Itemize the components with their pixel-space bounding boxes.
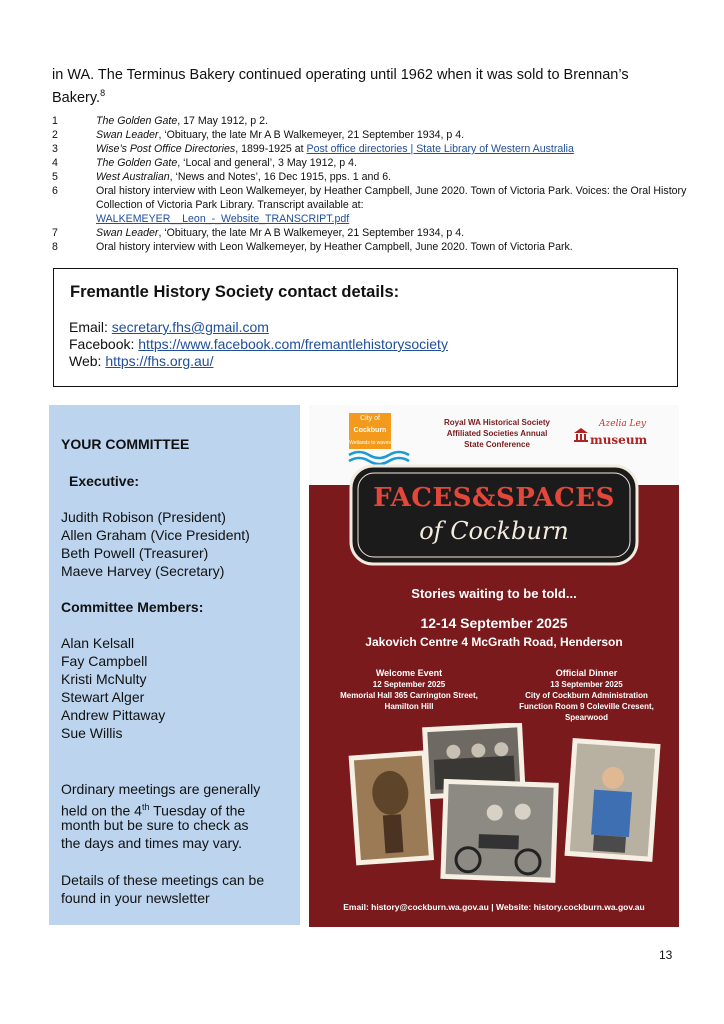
intro-text: in WA. The Terminus Bakery continued operating until 1962 when it was sold to Brennan’s Bakery. [52,67,629,106]
contact-title: Fremantle History Society contact details: [70,283,400,301]
society-line: Affiliated Societies Annual [446,429,548,438]
poster-title: FACES&SPACES [373,483,615,513]
footnote-source: Swan Leader [96,227,159,239]
footnote-number: 6 [52,185,58,197]
committee-member: Fay Campbell [61,653,148,669]
committee-member: Stewart Alger [61,689,145,705]
facebook-row [69,336,448,352]
welcome-line: 12 September 2025 [372,680,446,689]
committee-panel [49,405,300,925]
web-row [69,353,213,369]
intro-paragraph [52,66,682,107]
society-line: State Conference [464,440,530,449]
welcome-heading: Welcome Event [375,668,443,678]
executive-member: Beth Powell (Treasurer) [61,545,209,561]
society-line: Royal WA Historical Society [444,418,550,427]
slwa-directories-link[interactable]: Post office directories | State Library of Western Australia [306,143,574,155]
contact-box [53,268,678,387]
footnote-source: West Australian [96,171,170,183]
photo-man-portrait [565,738,661,862]
committee-heading: YOUR COMMITTEE [61,436,190,452]
footnote-source: The Golden Gate [96,115,178,127]
committee-member: Andrew Pittaway [61,707,166,723]
meetings-line: Ordinary meetings are generally [61,781,261,797]
footnote-number: 5 [52,171,58,183]
executive-member: Maeve Harvey (Secretary) [61,563,225,579]
dinner-line: 13 September 2025 [550,680,623,689]
footnote-text: , ‘Obituary, the late Mr A B Walkemeyer, 21 September 1934, p 4. [158,129,465,141]
executive-heading: Executive: [69,473,140,489]
transcript-link[interactable]: WALKEMEYER__Leon_-_Website_TRANSCRIPT.pdf [96,213,350,225]
footnote [52,114,692,128]
footnote [52,170,692,184]
title-frame [345,460,643,570]
email-link[interactable]: secretary.fhs@gmail.com [111,319,269,335]
meetings-line: the days and times may vary. [61,835,243,851]
facebook-label: Facebook: [69,336,139,352]
welcome-event-block [329,668,489,712]
email-row [69,319,269,335]
footnote-number: 4 [52,157,58,169]
poster-subtitle: of Cockburn [419,517,569,545]
poster-contact-footer: Email: history@cockburn.wa.gov.au | Website: history.cockburn.wa.gov.au [343,902,645,912]
footnote-number: 2 [52,129,58,141]
committee-member: Kristi McNulty [61,671,147,687]
dinner-line: City of Cockburn Administration [525,691,648,700]
website-link[interactable]: https://fhs.org.au/ [105,353,214,369]
email-label: Email: [69,319,112,335]
footnote-text: , 17 May 1912, p 2. [177,115,268,127]
welcome-line: Memorial Hall 365 Carrington Street, [340,691,478,700]
executive-member: Judith Robison (President) [61,509,226,525]
footnote-number: 1 [52,115,58,127]
logo-name-text: Cockburn [353,427,387,434]
society-title [427,417,567,450]
footnote-text: Oral history interview with Leon Walkemeyer, by Heather Campbell, June 2020. Town of Victoria Park. Voices: the Oral History Collection of Victoria Park Library. Transcript available at: [96,185,687,211]
details-line: found in your newsletter [61,890,210,906]
footnote-text: , ‘Local and general’, 3 May 1912, p 4. [177,157,357,169]
footnote-source: The Golden Gate [96,157,178,169]
official-dinner-block [504,668,669,723]
dinner-line: Spearwood [564,713,609,722]
dinner-heading: Official Dinner [555,668,618,678]
dinner-line: Function Room 9 Coleville Cresent, [519,702,654,711]
executive-member: Allen Graham (Vice President) [61,527,250,543]
conference-poster [309,405,679,927]
intro-footnote-ref: 8 [100,88,106,98]
page-number: 13 [659,948,673,962]
footnote-text: , 1899-1925 at [235,143,307,155]
ordinal-suffix: th [141,802,150,812]
footnote-text: , ‘Obituary, the late Mr A B Walkemeyer, 21 September 1934, p 4. [158,227,465,239]
footnote [52,184,692,226]
historic-photo-collage [344,723,664,891]
poster-venue: Jakovich Centre 4 McGrath Road, Henderson [365,635,623,649]
committee-member: Alan Kelsall [61,635,135,651]
poster-tagline: Stories waiting to be told... [411,586,577,601]
footnote-text: , ‘News and Notes’, 16 Dec 1915, pps. 1 and 6. [169,171,392,183]
logo-city-text: City of [360,415,380,422]
footnotes [52,114,692,254]
museum-logo-text: museum [590,433,648,447]
azelia-ley-logo-text: Azelia Ley [599,419,646,429]
footnote [52,142,692,156]
members-heading: Committee Members: [61,599,204,615]
details-line: Details of these meetings can be [61,872,265,888]
city-of-cockburn-logo [349,413,391,449]
footnote [52,156,692,170]
facebook-link[interactable]: https://www.facebook.com/fremantlehistorysociety [138,336,448,352]
meetings-line: month but be sure to check as [61,817,249,833]
logo-tag-text: Wetlands to waves [349,440,391,446]
footnote-number: 7 [52,227,58,239]
footnote-source: Wise’s Post Office Directories [96,143,236,155]
footnote [52,226,692,240]
web-label: Web: [69,353,106,369]
footnote-text: Oral history interview with Leon Walkemeyer, by Heather Campbell, June 2020. Town of Victoria Park. [96,241,573,253]
museum-building-icon [573,427,589,443]
footnote-source: Swan Leader [96,129,159,141]
meetings-line: held on the 4th Tuesday of the [61,802,246,819]
photo-motorcycle [440,779,558,883]
welcome-line: Hamilton Hill [384,702,434,711]
poster-dates: 12-14 September 2025 [420,615,568,631]
committee-member: Sue Willis [61,725,123,741]
footnote-number: 8 [52,241,58,253]
footnote-number: 3 [52,143,58,155]
photo-horse-rider [349,750,434,865]
footnote [52,240,692,254]
footnote [52,128,692,142]
